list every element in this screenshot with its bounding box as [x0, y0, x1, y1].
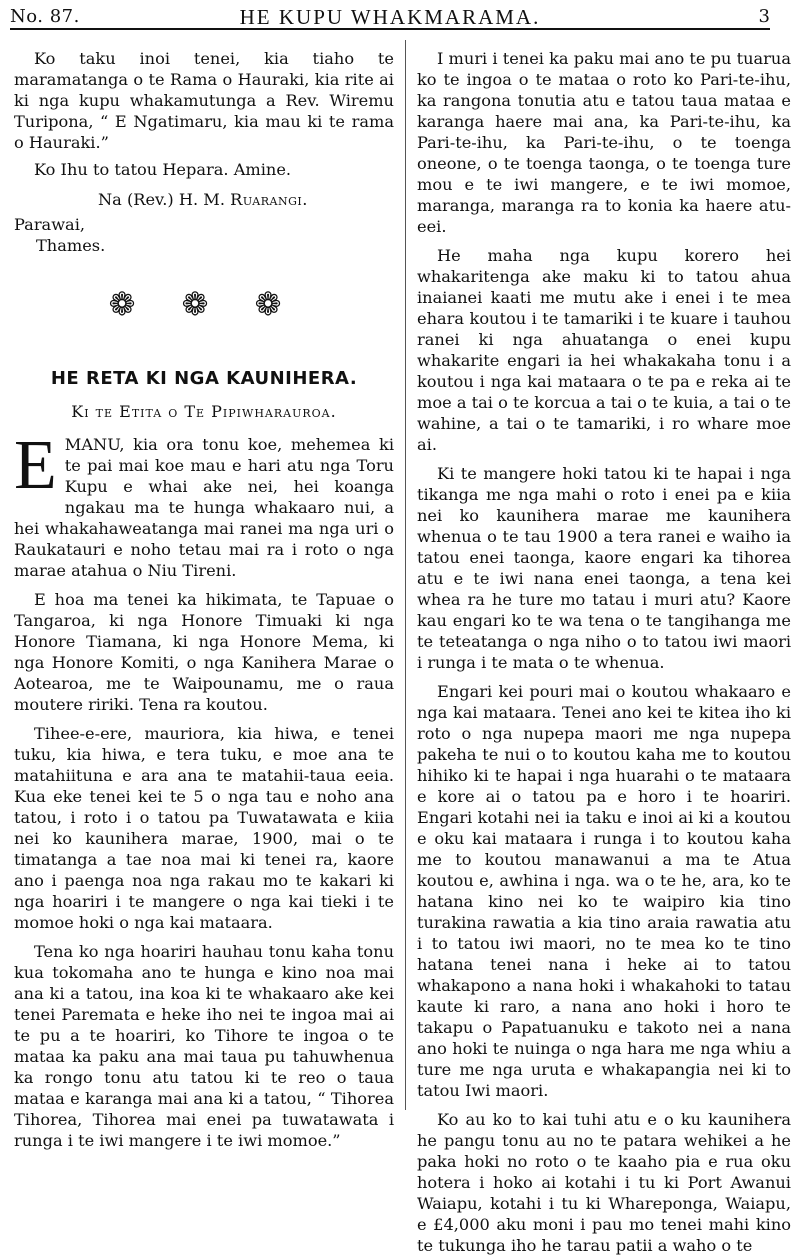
letter-paragraph-7: Ki te mangere hoki tatou ki te hapai i nga tikanga me nga mahi o roto i enei pa e kiia nei ko kaunihera marae me kaunihera whenua o te tau 1900 a tera ranei e waiho ia tatou enei taonga, kaore engari ka tihorea atu e te iwi nana enei taonga, a tena kei whea ra he ture mo tatau i muri atu? Kaore kau engari ko te wa tena o te tangihanga me te teteatanga o nga niho o to tatou iwi maori i runga i te mata o te whenua.	[417, 464, 791, 672]
prayer-closing: Ko Ihu to tatou Hepara. Amine.	[34, 160, 292, 179]
publication-title: HE KUPU WHAKMARAMA.	[239, 5, 541, 29]
paragraph-text: MANU, kia ora tonu koe, mehemea ki te pai mai koe mau e hari atu nga Toru Kupu e whai ake nei, hei koanga ngakau ma te hunga whakaaro nui, a hei whakahaweatanga mai ranei ma nga uri o Raukatauri e noho tetau mai ra i roto o nga marae atahua o Niu Tireni.	[14, 435, 394, 580]
right-column	[417, 48, 791, 1256]
dateline-place	[14, 214, 394, 256]
letter-paragraph-5: I muri i tenei ka paku mai ano te pu tuarua ko te ingoa o te mataa o roto ko Pari-te-ihu, ka rangona tonutia atu e tatou taua mataa e karanga haere mai ana, ka Pari-te-ihu, ka Pari-te-ihu, ka Pari-te-ihu, o te toenga oneone, o te toenga taonga, o te toenga ture mou e te iwi mangere, e te iwi momoe, maranga, maranga ra to konia ka haere atu-eei.	[417, 49, 791, 236]
signature	[14, 189, 394, 210]
letter-paragraph-6: He maha nga kupu korero hei whakaritenga ake maku ki to tatou ahua inaianei kaati me mutu ake i enei i te mea ehara koutou i te tamariki i te kuare i tauhou ranei ki nga ahuatanga o enei kupu whakarite engari ia hei whakakaha tonu i a koutou i nga kai mataara o te pa e reka ai te moe a tai o te korcua a tai o te kuia, a tai o te wahine, a tai o te tamariki, i ro whare moe ai.	[417, 246, 791, 454]
letter-paragraph-3: Tihee-e-ere, mauriora, kia hiwa, e tenei tuku, kia hiwa, e tera tuku, e moe ana te matahiituna e ara ana te matahii-taua eeia. Kua eke tenei kei te 5 o nga tau e noho ana tatou, i roto i o tatou pa Tuwatawata e kiia nei ko kaunihera marae, 1900, mai o te timatanga a tae noa mai ki tenei ra, kaore ano i paenga noa nga rakau mo te kakari ki nga hoariri i te mangere o nga kai tieki i te momoe hoki o nga kai mataara.	[14, 724, 394, 932]
letter-paragraph-1	[14, 427, 394, 581]
page-number: 3	[758, 6, 770, 27]
letter-paragraph-4: Tena ko nga hoariri hauhau tonu kaha tonu kua tokomaha ano te hunga e kino noa mai ana ki a tatou, ina koa ki te whakaaro ake kei tenei Paremata e heke iho nei te ingoa mai ai te pu a te hoariri, ko Tihore te ingoa o te mataa ka paku ana mai taua pu tahuwhenua ka rongo tonu atu tatou ki te reo o taua mataa e karanga mai ana ki a tatou, “ Tihorea Tihorea, Tihorea mai enei pa tuwatawata i runga i te iwi mangere i te iwi momoe.”	[14, 942, 394, 1150]
letter-subtitle: Ki te Etita o Te Pipiwharauroa.	[71, 402, 337, 421]
place-line-1: Parawai,	[14, 215, 86, 234]
place-line-2: Thames.	[36, 236, 106, 255]
drop-cap-letter: E	[14, 427, 57, 504]
flower-ornament-icon: ❁	[108, 285, 154, 323]
section-ornaments	[14, 285, 394, 344]
letter-paragraph-2: E hoa ma tenei ka hikimata, te Tapuae o Tangaroa, ki nga Honore Timuaki ki nga Honore Tiamana, ki nga Honore Mema, ki nga Honore Komiti, o nga Kanihera Marae o Aotearoa, me te Waipounamu, me o raua moutere ririki. Tena ra koutou.	[14, 590, 394, 714]
signature-name: Ruarangi.	[230, 190, 308, 209]
letter-title: HE RETA KI NGA KAUNIHERA.	[50, 368, 358, 389]
letter-paragraph-8: Engari kei pouri mai o koutou whakaaro e nga kai mataara. Tenei ano kei te kitea iho ki roto o nga nupepa maori me nga nupepa pakeha te nui o to koutou kaha me to koutou hihiko ki te hapai i nga huarahi o te mataara e kore ai o tatou pa e horo i te hoariri. Engari kotahi nei ia taku e inoi ai ki a koutou e oku kai mataara i runga i to koutou kaha me to koutou manawanui a ma te Atua koutou e, awhina i nga. wa o te he, ara, ko te hatana kino nei ko te waipiro kia tino turakina rawatia a kia tino araia rawatia atu i to tatou iwi maori, no te mea ko te tino hatana tenei nana i heke ai to tatou whakapono a nana hoki i whakahoki to tatau kaute ki raro, a nana ano hoki i horo te takapu o Papatuanuku e takoto nei a nana ano hoki te nuinga o nga hara me nga whiu a ture me nga uruta e whakapangia nei ki to tatou Iwi maori.	[417, 682, 791, 1100]
signature-prefix: Na (Rev.) H. M.	[98, 190, 226, 209]
flower-ornament-icon: ❁	[181, 285, 227, 323]
intro-paragraph: Ko taku inoi tenei, kia tiaho te maramatanga o te Rama o Hauraki, kia rite ai ki nga kupu whakamutunga a Rev. Wiremu Turipona, “ E Ngatimaru, kia mau ki te rama o Hauraki.”	[14, 49, 394, 152]
page-header	[10, 2, 770, 30]
issue-number: No. 87.	[10, 6, 80, 27]
column-divider	[405, 40, 406, 1110]
flower-ornament-icon: ❁	[254, 285, 300, 323]
left-column	[14, 48, 394, 1151]
letter-paragraph-9: Ko au ko to kai tuhi atu e o ku kaunihera he pangu tonu au no te patara wehikei a he paka hoki no roto o te kaaho pia e rua oku hotera i hoko ai kotahi i tu ki Port Awanui Waiapu, kotahi i tu ki Whareponga, Waiapu, e £4,000 aku moni i pau mo tenei mahi kino te tukunga iho he tarau patii a waho o te	[417, 1110, 791, 1255]
